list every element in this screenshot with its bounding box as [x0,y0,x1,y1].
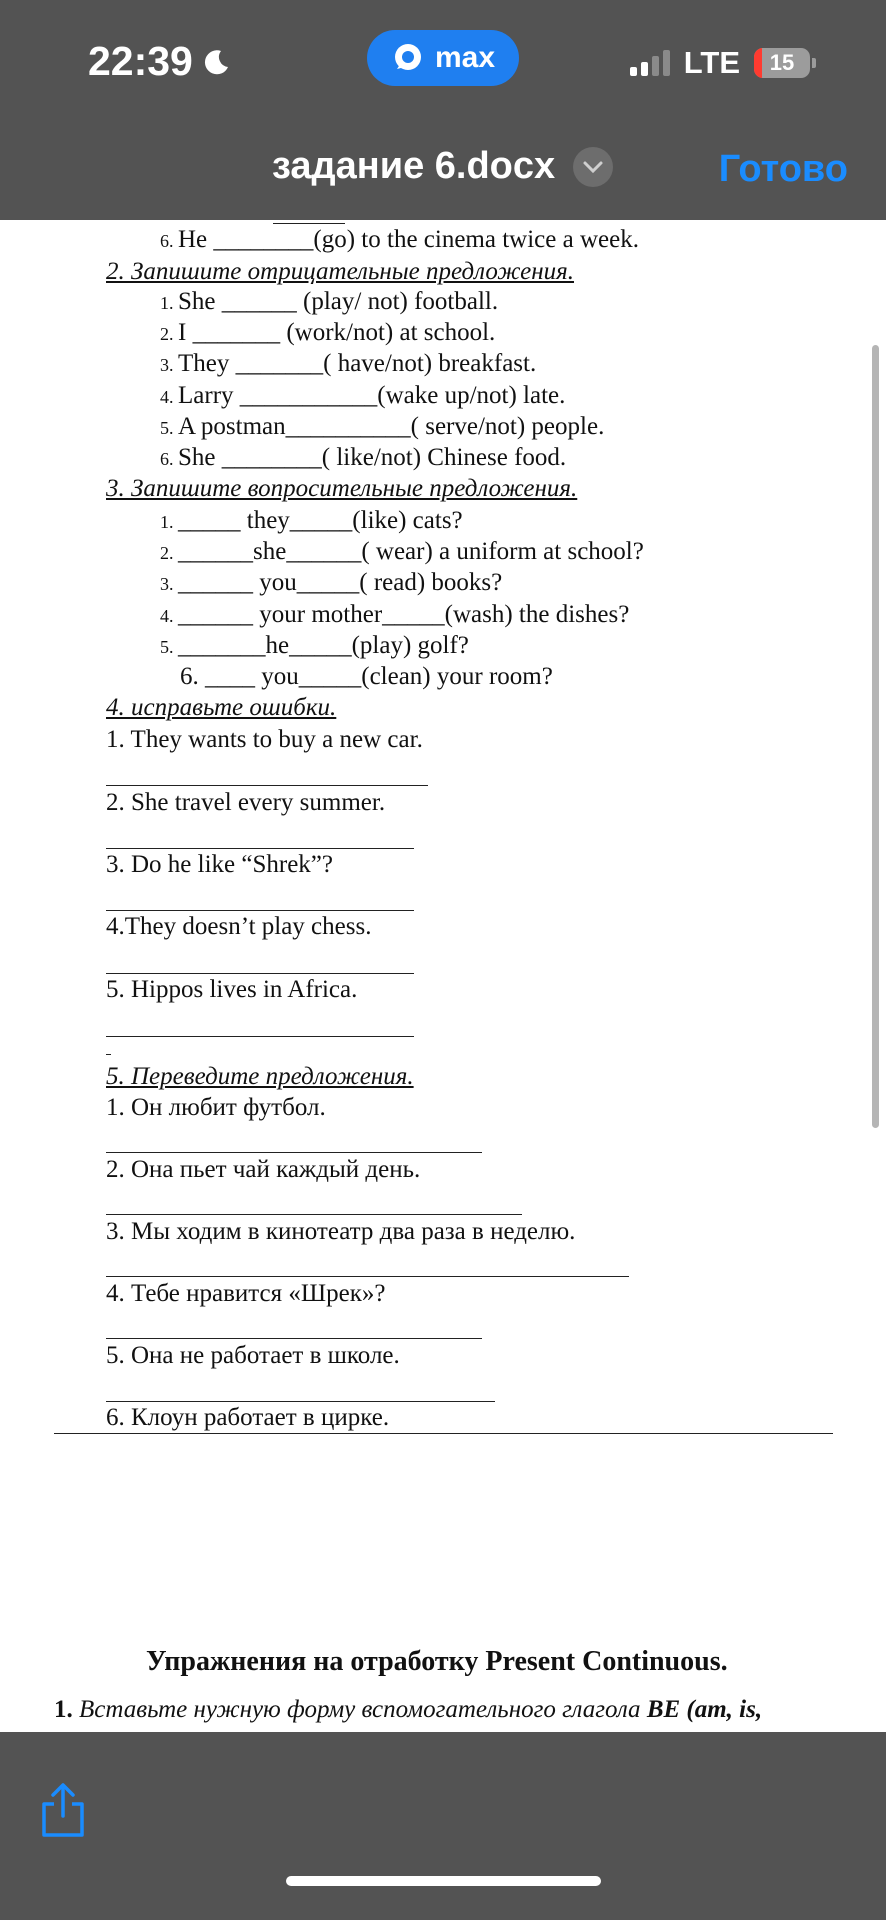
pc-exercise1-instruction: 1. Вставьте нужную форму вспомогательного глагола BE (am, is, [54,1696,763,1723]
status-time [88,38,231,85]
exercise1-item6: 6. He ________(go) to the cinema twice a week. [160,226,639,253]
exercise4-item3: 3. Do he like “Shrek”? [106,851,334,878]
exercise3-item3: 3. ______ you_____( read) books? [160,569,503,596]
exercise4-item5: 5. Hippos lives in Africa. [106,976,358,1003]
exercise4-heading: 4. исправьте ошибки. [106,694,337,721]
exercise5-item4: 4. Тебе нравится «Шрек»? [106,1280,386,1307]
max-logo-icon [391,41,425,75]
exercise2-item3: 3. They _______( have/not) breakfast. [160,350,537,377]
exercise3-item5: 5. _______he_____(play) golf? [160,632,469,659]
exercise2-item4: 4. Larry ___________(wake up/not) late. [160,382,566,409]
moon-icon [201,47,231,77]
exercise3-heading: 3. Запишите вопросительные предложения. [106,475,578,502]
bottom-toolbar [0,1732,886,1920]
top-bar [0,0,886,220]
exercise2-item1: 1. She ______ (play/ not) football. [160,288,499,315]
exercise5-item3: 3. Мы ходим в кинотеатр два раза в неделю. [106,1218,576,1245]
status-indicators [630,45,816,81]
exercise5-heading: 5. Переведите предложения. [106,1063,414,1090]
network-type: LTE [683,45,740,80]
exercise2-item6: 6. She ________( like/not) Chinese food. [160,444,567,471]
exercise3-item2: 2. ______she______( wear) a uniform at school? [160,538,644,565]
scrollbar[interactable] [872,345,879,1128]
exercise4-item4: 4.They doesn’t play chess. [106,913,372,940]
exercise5-item2: 2. Она пьет чай каждый день. [106,1156,421,1183]
exercise4-item2: 2. She travel every summer. [106,789,386,816]
exercise3-item1: 1. _____ they_____(like) cats? [160,507,463,534]
exercise4-item1: 1. They wants to buy a new car. [106,726,423,753]
exercise2-item2: 2. I _______ (work/not) at school. [160,319,496,346]
exercise3-item6: 6. ____ you_____(clean) your room? [180,663,553,690]
share-icon[interactable] [38,1782,88,1838]
exercise5-item6: 6. Клоун работает в цирке. [106,1404,390,1431]
exercise3-item4: 4. ______ your mother_____(wash) the dishes? [160,601,630,628]
exercise5-item5: 5. Она не работает в школе. [106,1342,400,1369]
chevron-down-icon [582,160,604,174]
document-page [0,220,886,1732]
done-button[interactable]: Готово [718,148,848,190]
present-continuous-title: Упражнения на отработку Present Continuous. [146,1646,728,1677]
battery-level: 15 [769,50,795,75]
cellular-signal-icon [630,50,670,76]
max-label: max [434,41,496,74]
exercise2-heading: 2. Запишите отрицательные предложения. [106,258,574,285]
max-app-pill[interactable] [367,30,519,86]
battery-icon [754,48,810,78]
document-title[interactable] [272,145,613,188]
document-title-text: задание 6.docx [272,145,556,187]
title-menu-button[interactable] [573,147,613,187]
status-time-text: 22:39 [88,38,193,84]
exercise2-item5: 5. A postman__________( serve/not) people. [160,413,605,440]
home-indicator[interactable] [286,1876,601,1886]
exercise5-item1: 1. Он любит футбол. [106,1094,326,1121]
